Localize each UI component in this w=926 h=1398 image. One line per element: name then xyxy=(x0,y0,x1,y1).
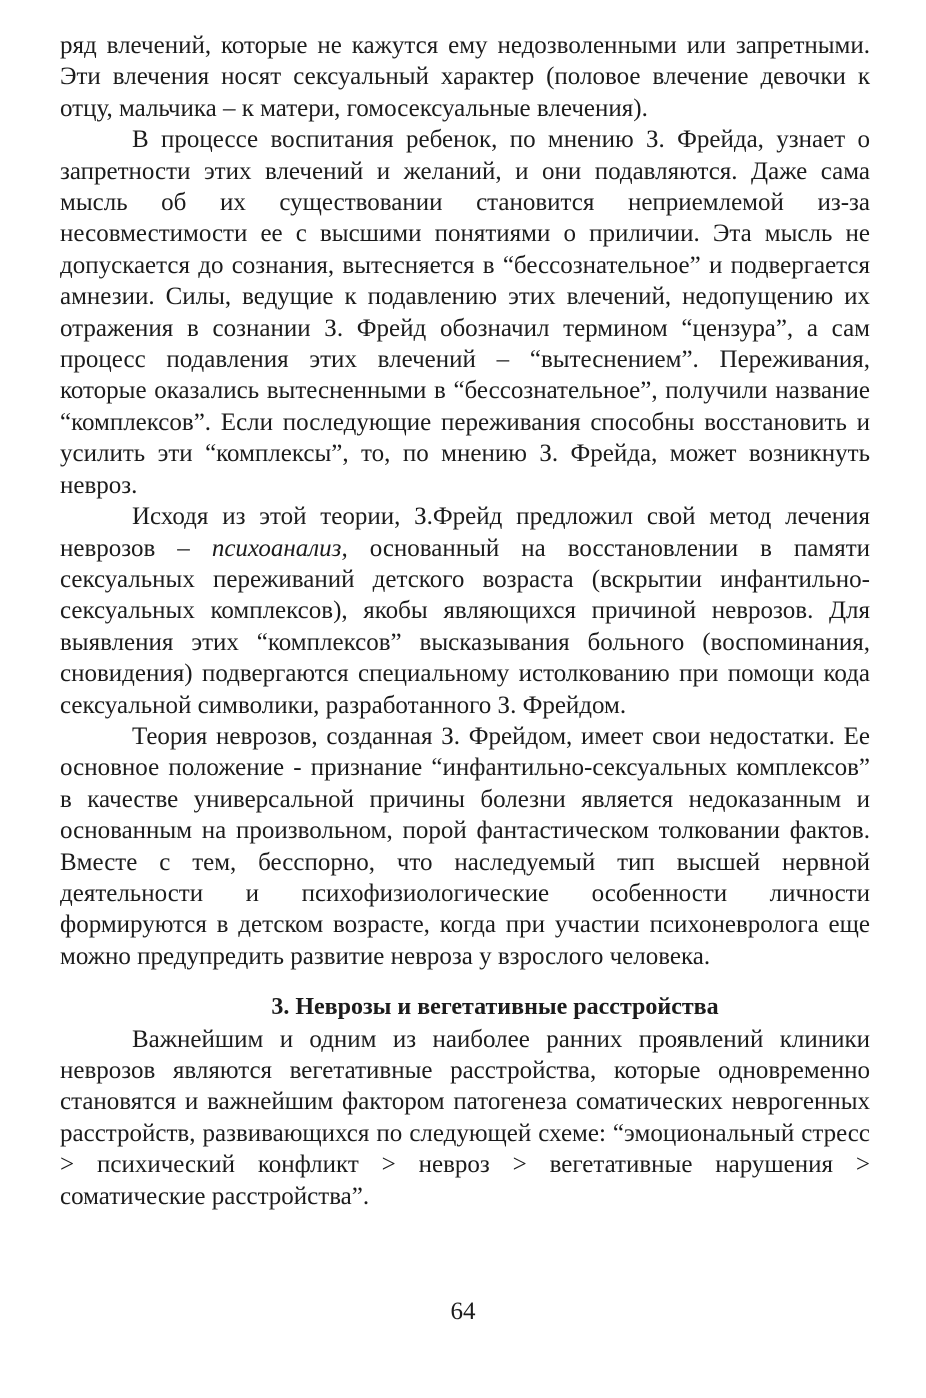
page-number: 64 xyxy=(450,1298,476,1325)
book-page xyxy=(60,30,870,1212)
paragraph-continuation: ряд влечений, которые не кажутся ему недозволенными или запретными. Эти влечения носят сексуальный характер (половое влечение девочки к отцу, мальчика – к матери, гомосексуальные влечения). xyxy=(60,32,870,122)
paragraph-psychoanalysis-start: Исходя из этой теории, З.Фрейд предложил свой метод лечения неврозов – xyxy=(60,503,870,562)
paragraph-psychoanalysis xyxy=(60,501,870,721)
paragraph-repression: В процессе воспитания ребенок, по мнению З. Фрейда, узнает о запретности этих влечений и желаний, и они подавляются. Даже сама мысль об их существовании становится неприемлемой из-за несовместимости ее с высшими понятиями о приличии. Эта мысль не допускается до сознания, вытесняется в “бессознательное” и подвергается амнезии. Силы, ведущие к подавлению этих влечений, недопущению их отражения в сознании З. Фрейд обозначил термином “цензура”, а сам процесс подавления этих влечений – “вытеснением”. Переживания, которые оказались вытесненными в “бессознательное”, получили название “комплексов”. Если последующие переживания способны восстановить и усилить эти “комплексы”, то, по мнению З. Фрейда, может возникнуть невроз. xyxy=(60,126,870,499)
psychoanalysis-term: психоанализ, xyxy=(211,534,348,562)
paragraph-theory-critique: Теория неврозов, созданная З. Фрейдом, имеет свои недостатки. Ее основное положение - признание “инфантильно-сексуальных комплексов” в качестве универсальной причины болезни является недоказанным и основанным на произвольном, порой фантастическом толковании фактов. Вместе с тем, бесспорно, что наследуемый тип высшей нервной деятельности и психофизиологические особенности личности формируются в детском возрасте, когда при участии психоневролога еще можно предупредить развитие невроза у взрослого человека. xyxy=(60,722,870,970)
paragraph-psychoanalysis-end: основанный на восстановлении в памяти сексуальных переживаний детского возраста (вскрытии инфантильно-сексуальных комплексов), якобы являющихся причиной неврозов. Для выявления этих “комплексов” высказывания больного (воспоминания, сновидения) подвергаются специальному истолкованию при помощи кода сексуальной символики, разработанного З. Фрейдом. xyxy=(60,534,870,719)
section-heading: 3. Неврозы и вегетативные расстройства xyxy=(271,994,719,1021)
paragraph-vegetative: Важнейшим и одним из наиболее ранних проявлений клиники неврозов являются вегетативные расстройства, которые одновременно становятся и важнейшим фактором патогенеза соматических неврогенных расстройств, развивающихся по следующей схеме: “эмоциональный стресс > психический конфликт > невроз > вегетативные нарушения > соматические расстройства”. xyxy=(60,1025,870,1210)
